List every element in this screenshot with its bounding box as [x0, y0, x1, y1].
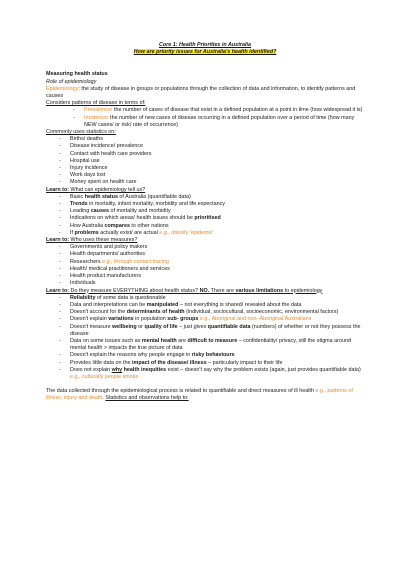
- epidemiology-definition: [46, 86, 364, 100]
- page-title: Core 1: Health Priorities in Australia: [158, 42, 252, 48]
- list-item: - Indications on which areas/ health issues should be prioritised: [46, 215, 364, 222]
- list-item: - Doesn't account for the determinants of health (individual, sociocultural, socioeconomic, environmental factors): [46, 309, 364, 316]
- users-list: [46, 244, 364, 287]
- list-item: - Doesn't explain variations in population sub- groups e.g., Aboriginal and non- Aboriginal Australians: [46, 316, 364, 323]
- list-item: [46, 115, 364, 129]
- list-item: - Provides little data on the impact of the disease/ illness – particularly impact to their life: [46, 360, 364, 367]
- list-item: - Reliability of some data is questionable: [46, 295, 364, 302]
- epidemiology-tells-list: [46, 194, 364, 237]
- learn-heading-limitations: Learn to: Do they measure EVERYTHING about health status? NO. There are various limitations to epidemiology: [46, 287, 323, 294]
- learn-question: Who uses these measures?: [69, 237, 138, 244]
- list-item: - Data and interpretations can be manipulated – not everything is shared/ revealed about the data: [46, 302, 364, 309]
- list-item: - If problems actually exist/ are actual e.g., obesity 'epidemic': [46, 230, 364, 237]
- list-item: - Health departments/ authorities: [46, 251, 364, 258]
- role-heading: Role of epidemiology: [46, 78, 97, 85]
- list-item: - Does not explain why health inequities exist – doesn't say why the problem exists (again, just provides quantifiable data) e.g., culturally people smoke: [46, 367, 364, 381]
- learn-label: Learn to:: [46, 186, 70, 193]
- list-item: - Contact with health care providers: [46, 151, 364, 158]
- epidemiology-term: Epidemiology: [46, 85, 79, 92]
- list-item: - Data on some issues such as mental health are difficult to measure – confidentiality/ privacy, still the stigma around mental health > impacts the true picture of data: [46, 338, 364, 352]
- list-item: - Work days lost: [46, 172, 364, 179]
- subtitle-highlight: How are priority issues for Australia's health identified?: [133, 49, 277, 56]
- list-item: - Doesn't measure wellbeing or quality of life – just gives quantifiable data (numbers) of whether or not they possess the disease: [46, 324, 364, 338]
- pattern-list: [46, 107, 364, 129]
- list-item: - Disease incidence/ prevalence: [46, 143, 364, 150]
- list-item: - How Australia compares to other nations: [46, 223, 364, 230]
- list-item: - Researchers e.g., through contact tracing: [46, 259, 364, 266]
- list-item: - Trends in mortality, infant mortality, morbidity and life expectancy: [46, 201, 364, 208]
- stats-list: [46, 136, 364, 186]
- closing-paragraph: The data collected through the epidemiological process is related to quantifiable and direct measures of ill health e.g., patterns of illness, injury and death. Statistics and observations help to:: [46, 388, 353, 402]
- incidence-def: : the number of new cases of disease occurring in a defined population over a period of time (how many NEW cases/ or risk/ rate of occurrence): [84, 114, 355, 128]
- learn-heading-epidemiology: [46, 187, 364, 194]
- prevalence-term: Prevalence: [84, 107, 111, 114]
- paragraph-gap: [46, 381, 364, 388]
- considers-heading: Considers patterns of disease in terms of:: [46, 100, 146, 107]
- list-item: - Health/ medical practitioners and services: [46, 266, 364, 273]
- list-item: - Money spent on health care: [46, 179, 364, 186]
- incidence-term: Incidence: [84, 114, 108, 121]
- list-item: - Doesn't explain the reasons why people engage in risky behaviours: [46, 352, 364, 359]
- prevalence-def: : the number of cases of disease that exist in a defined population at a point in time (how widespread it is): [110, 107, 363, 114]
- learn-label: Learn to:: [46, 237, 70, 244]
- page-subtitle: [46, 49, 364, 56]
- section-heading-measuring: Measuring health status: [46, 71, 108, 78]
- stats-heading: Commonly uses statistics on:: [46, 129, 116, 136]
- list-item: - Health product manufacturers: [46, 273, 364, 280]
- list-item: - Leading causes of mortality and morbidity: [46, 208, 364, 215]
- limitations-list: [46, 295, 364, 381]
- list-item: - Individuals: [46, 280, 364, 287]
- learn-heading-users: [46, 237, 364, 244]
- list-item: - Governments and policy makers: [46, 244, 364, 251]
- list-item: [46, 107, 364, 114]
- list-item: - Births/ deaths: [46, 136, 364, 143]
- epidemiology-def-text: : the study of disease in groups or populations through the collection of data and information, to identify patterns and causes: [46, 85, 356, 100]
- list-item: - Injury incidence: [46, 165, 364, 172]
- list-item: - Basic health status of Australia (quantifiable data): [46, 194, 364, 201]
- list-item: - Hospital use: [46, 158, 364, 165]
- learn-question: What can epidemiology tell us?: [69, 186, 146, 193]
